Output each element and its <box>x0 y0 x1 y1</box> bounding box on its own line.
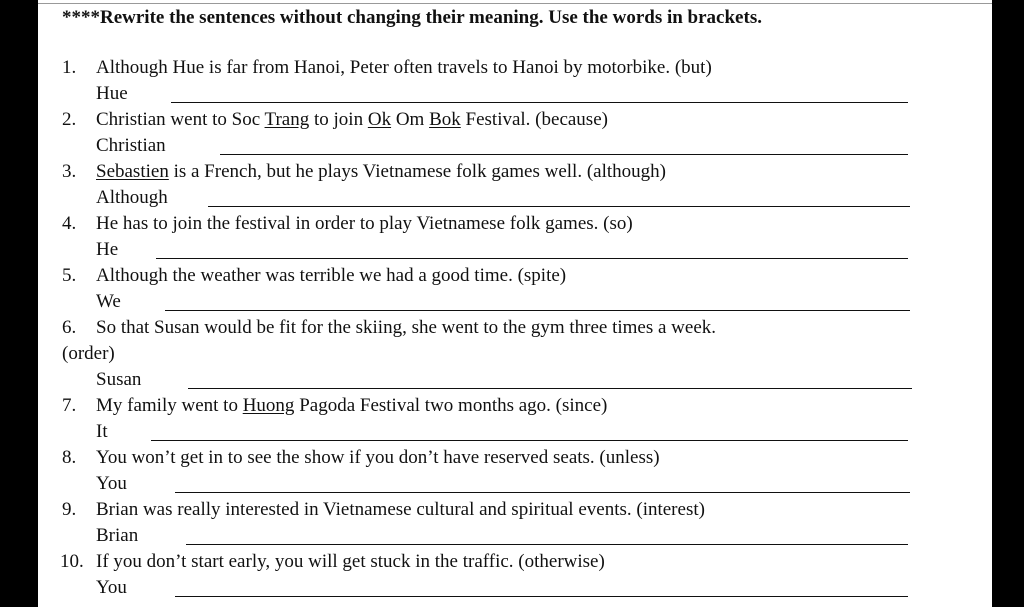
answer-start-word: Hue <box>96 83 128 104</box>
top-rule <box>38 3 992 4</box>
sentence-text: Brian was really interested in Vietnamese cultural and spiritual events. (interest) <box>96 499 705 520</box>
sentence-text: to join <box>309 109 368 130</box>
answer-blank-line[interactable] <box>186 544 908 545</box>
sentence-text: Pagoda Festival two months ago. (since) <box>294 395 608 416</box>
answer-blank-line[interactable] <box>151 440 908 441</box>
sentence-text: Festival. (because) <box>460 109 608 130</box>
sentence-continuation: (order) <box>62 343 115 364</box>
cut-off-next-line <box>62 600 662 607</box>
item-number: 1. <box>62 57 77 78</box>
answer-start-word: He <box>96 239 119 260</box>
answer-start-word: Although <box>96 187 168 208</box>
answer-start-word: We <box>96 291 121 312</box>
answer-blank-line[interactable] <box>208 206 910 207</box>
sentence-text: My family went to <box>96 395 243 416</box>
answer-blank-line[interactable] <box>175 492 910 493</box>
underlined-word: Bok <box>429 109 461 130</box>
answer-blank-line[interactable] <box>188 388 912 389</box>
original-sentence <box>96 550 605 574</box>
answer-start-word: Brian <box>96 525 139 546</box>
answer-start-word: Christian <box>96 135 166 156</box>
answer-blank-line[interactable] <box>156 258 908 259</box>
original-sentence <box>96 498 705 522</box>
answer-start-word: You <box>96 473 127 494</box>
answer-blank-line[interactable] <box>171 102 908 103</box>
item-number: 3. <box>62 161 77 182</box>
item-number: 6. <box>62 317 77 338</box>
sentence-text: Christian went to Soc <box>96 109 265 130</box>
sentence-text: He has to join the festival in order to play Vietnamese folk games. (so) <box>96 213 633 234</box>
original-sentence <box>96 316 716 340</box>
underlined-word: Huong <box>242 395 295 416</box>
sentence-text: Although the weather was terrible we had a good time. (spite) <box>96 265 567 286</box>
instruction-heading: ****Rewrite the sentences without changing their meaning. Use the words in brackets. <box>62 7 762 28</box>
answer-blank-line[interactable] <box>175 596 908 597</box>
item-number: 2. <box>62 109 77 130</box>
item-number: 5. <box>62 265 77 286</box>
original-sentence <box>96 160 666 184</box>
underlined-word: Trang <box>264 109 310 130</box>
item-number: 7. <box>62 395 77 416</box>
answer-start-word: It <box>96 421 108 442</box>
item-number: 9. <box>62 499 77 520</box>
original-sentence <box>96 264 566 288</box>
original-sentence <box>96 212 633 236</box>
underlined-word: Sebastien <box>96 161 169 182</box>
worksheet-page <box>38 0 992 607</box>
answer-start-word: Susan <box>96 369 142 390</box>
underlined-word: Ok <box>367 109 392 130</box>
answer-blank-line[interactable] <box>165 310 910 311</box>
sentence-text: Although Hue is far from Hanoi, Peter often travels to Hanoi by motorbike. (but) <box>96 57 712 78</box>
answer-blank-line[interactable] <box>220 154 908 155</box>
original-sentence <box>96 394 607 418</box>
sentence-text: You won’t get in to see the show if you don’t have reserved seats. (unless) <box>96 447 660 468</box>
sentence-text: Om <box>391 109 430 130</box>
sentence-text: If you don’t start early, you will get stuck in the traffic. (otherwise) <box>96 551 605 572</box>
original-sentence <box>96 108 608 132</box>
item-number: 4. <box>62 213 77 234</box>
answer-start-word: You <box>96 577 127 598</box>
item-number: 8. <box>62 447 77 468</box>
original-sentence <box>96 446 660 470</box>
sentence-text: So that Susan would be fit for the skiing, she went to the gym three times a week. <box>96 317 717 338</box>
item-number: 10. <box>60 551 84 572</box>
sentence-text: is a French, but he plays Vietnamese folk games well. (although) <box>168 161 666 182</box>
original-sentence <box>96 56 712 80</box>
